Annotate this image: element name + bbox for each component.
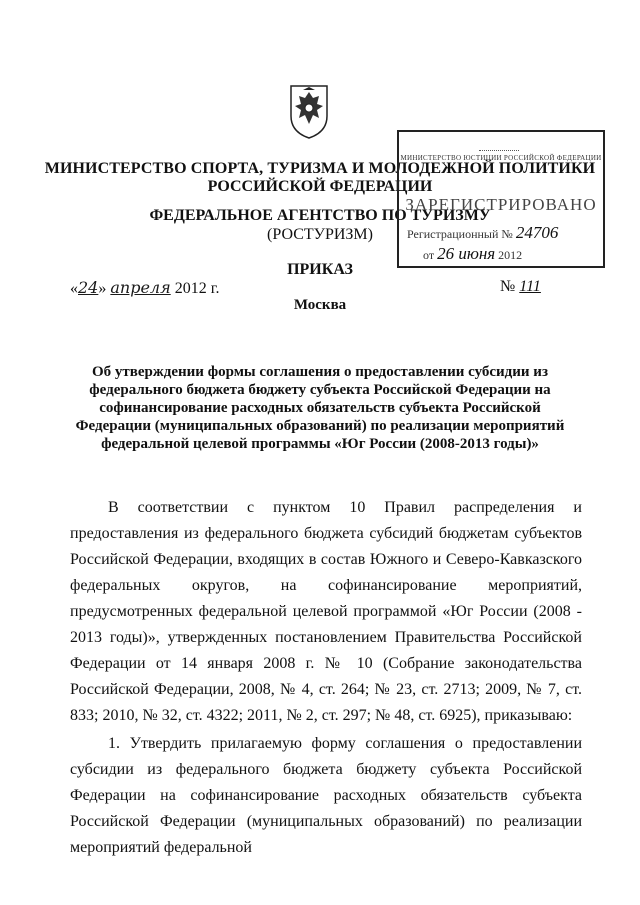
body-paragraph-2 <box>70 731 582 861</box>
stamp-date-value: 26 июня <box>437 244 496 263</box>
stamp-reg-line <box>407 223 558 243</box>
date-month: апреля <box>110 278 171 297</box>
date-day: 24 <box>78 278 99 297</box>
ministry-heading-line2: РОССИЙСКОЙ ФЕДЕРАЦИИ <box>207 178 433 195</box>
order-city: Москва <box>293 297 347 313</box>
order-type: ПРИКАЗ <box>287 261 353 278</box>
agency-short-name: (РОСТУРИЗМ) <box>267 226 373 243</box>
stamp-reg-label: Регистрационный № <box>407 227 513 241</box>
order-date <box>70 278 219 298</box>
agency-heading: ФЕДЕРАЛЬНОЕ АГЕНТСТВО ПО ТУРИЗМУ <box>149 207 491 224</box>
registration-stamp <box>397 130 605 268</box>
paragraph-text: 1. Утвердить прилагаемую форму соглашения о предоставлении субсидии из федерального бюджета бюджету субъекта Российской Федерации на софинансирование расходных обязательств субъекта Российской Федерации (муниципальных образований) по реализации мероприятий федеральной <box>70 735 582 856</box>
stamp-status: ЗАРЕГИСТРИРОВАНО <box>405 195 597 214</box>
stamp-reg-number: 24706 <box>515 223 559 242</box>
number-prefix: № <box>500 278 516 295</box>
date-year: 2012 г. <box>174 280 220 297</box>
coat-of-arms-emblem <box>287 82 331 140</box>
stamp-org: МИНИСТЕРСТВО ЮСТИЦИИ РОССИЙСКОЙ ФЕДЕРАЦИИ <box>400 154 602 162</box>
body-paragraph-1 <box>70 495 582 729</box>
order-number <box>500 278 541 296</box>
document-title: Об утверждении формы соглашения о предоставлении субсидии из федерального бюджета бюджету субъекта Российской Федерации на софинансирование расходных обязательств субъекта Российской Федерации (муниципальных образований) по реализации мероприятий федеральной целевой программы «Юг России (2008-2013 годы)» <box>75 364 565 452</box>
number-value: 111 <box>519 278 541 295</box>
stamp-date-label: от <box>423 248 435 262</box>
stamp-date-year: 2012 <box>498 248 523 262</box>
paragraph-text: В соответствии с пунктом 10 Правил распределения и предоставления из федерального бюджета субсидий бюджетам субъектов Российской Федерации, входящих в состав Южного и Северо-Кавказского федеральных округов, на софинансирование мероприятий, предусмотренных федеральной целевой программой «Юг России (2008 - 2013 годы)», утвержденных постановлением Правительства Российской Федерации от 14 января 2008 г. № 10 (Собрание законодательства Российской Федерации, 2008, № 4, ст. 264; № 23, ст. 2713; 2009, № 7, ст. 833; 2010, № 32, ст. 4322; 2011, № 2, ст. 297; № 48, ст. 6925), приказываю: <box>70 499 582 724</box>
stamp-seal-mark <box>479 136 519 151</box>
ministry-heading-line1: МИНИСТЕРСТВО СПОРТА, ТУРИЗМА И МОЛОДЕЖНОЙ ПОЛИТИКИ <box>44 160 596 177</box>
date-quote-close: » <box>98 280 107 297</box>
date-quote-open: « <box>70 280 78 297</box>
